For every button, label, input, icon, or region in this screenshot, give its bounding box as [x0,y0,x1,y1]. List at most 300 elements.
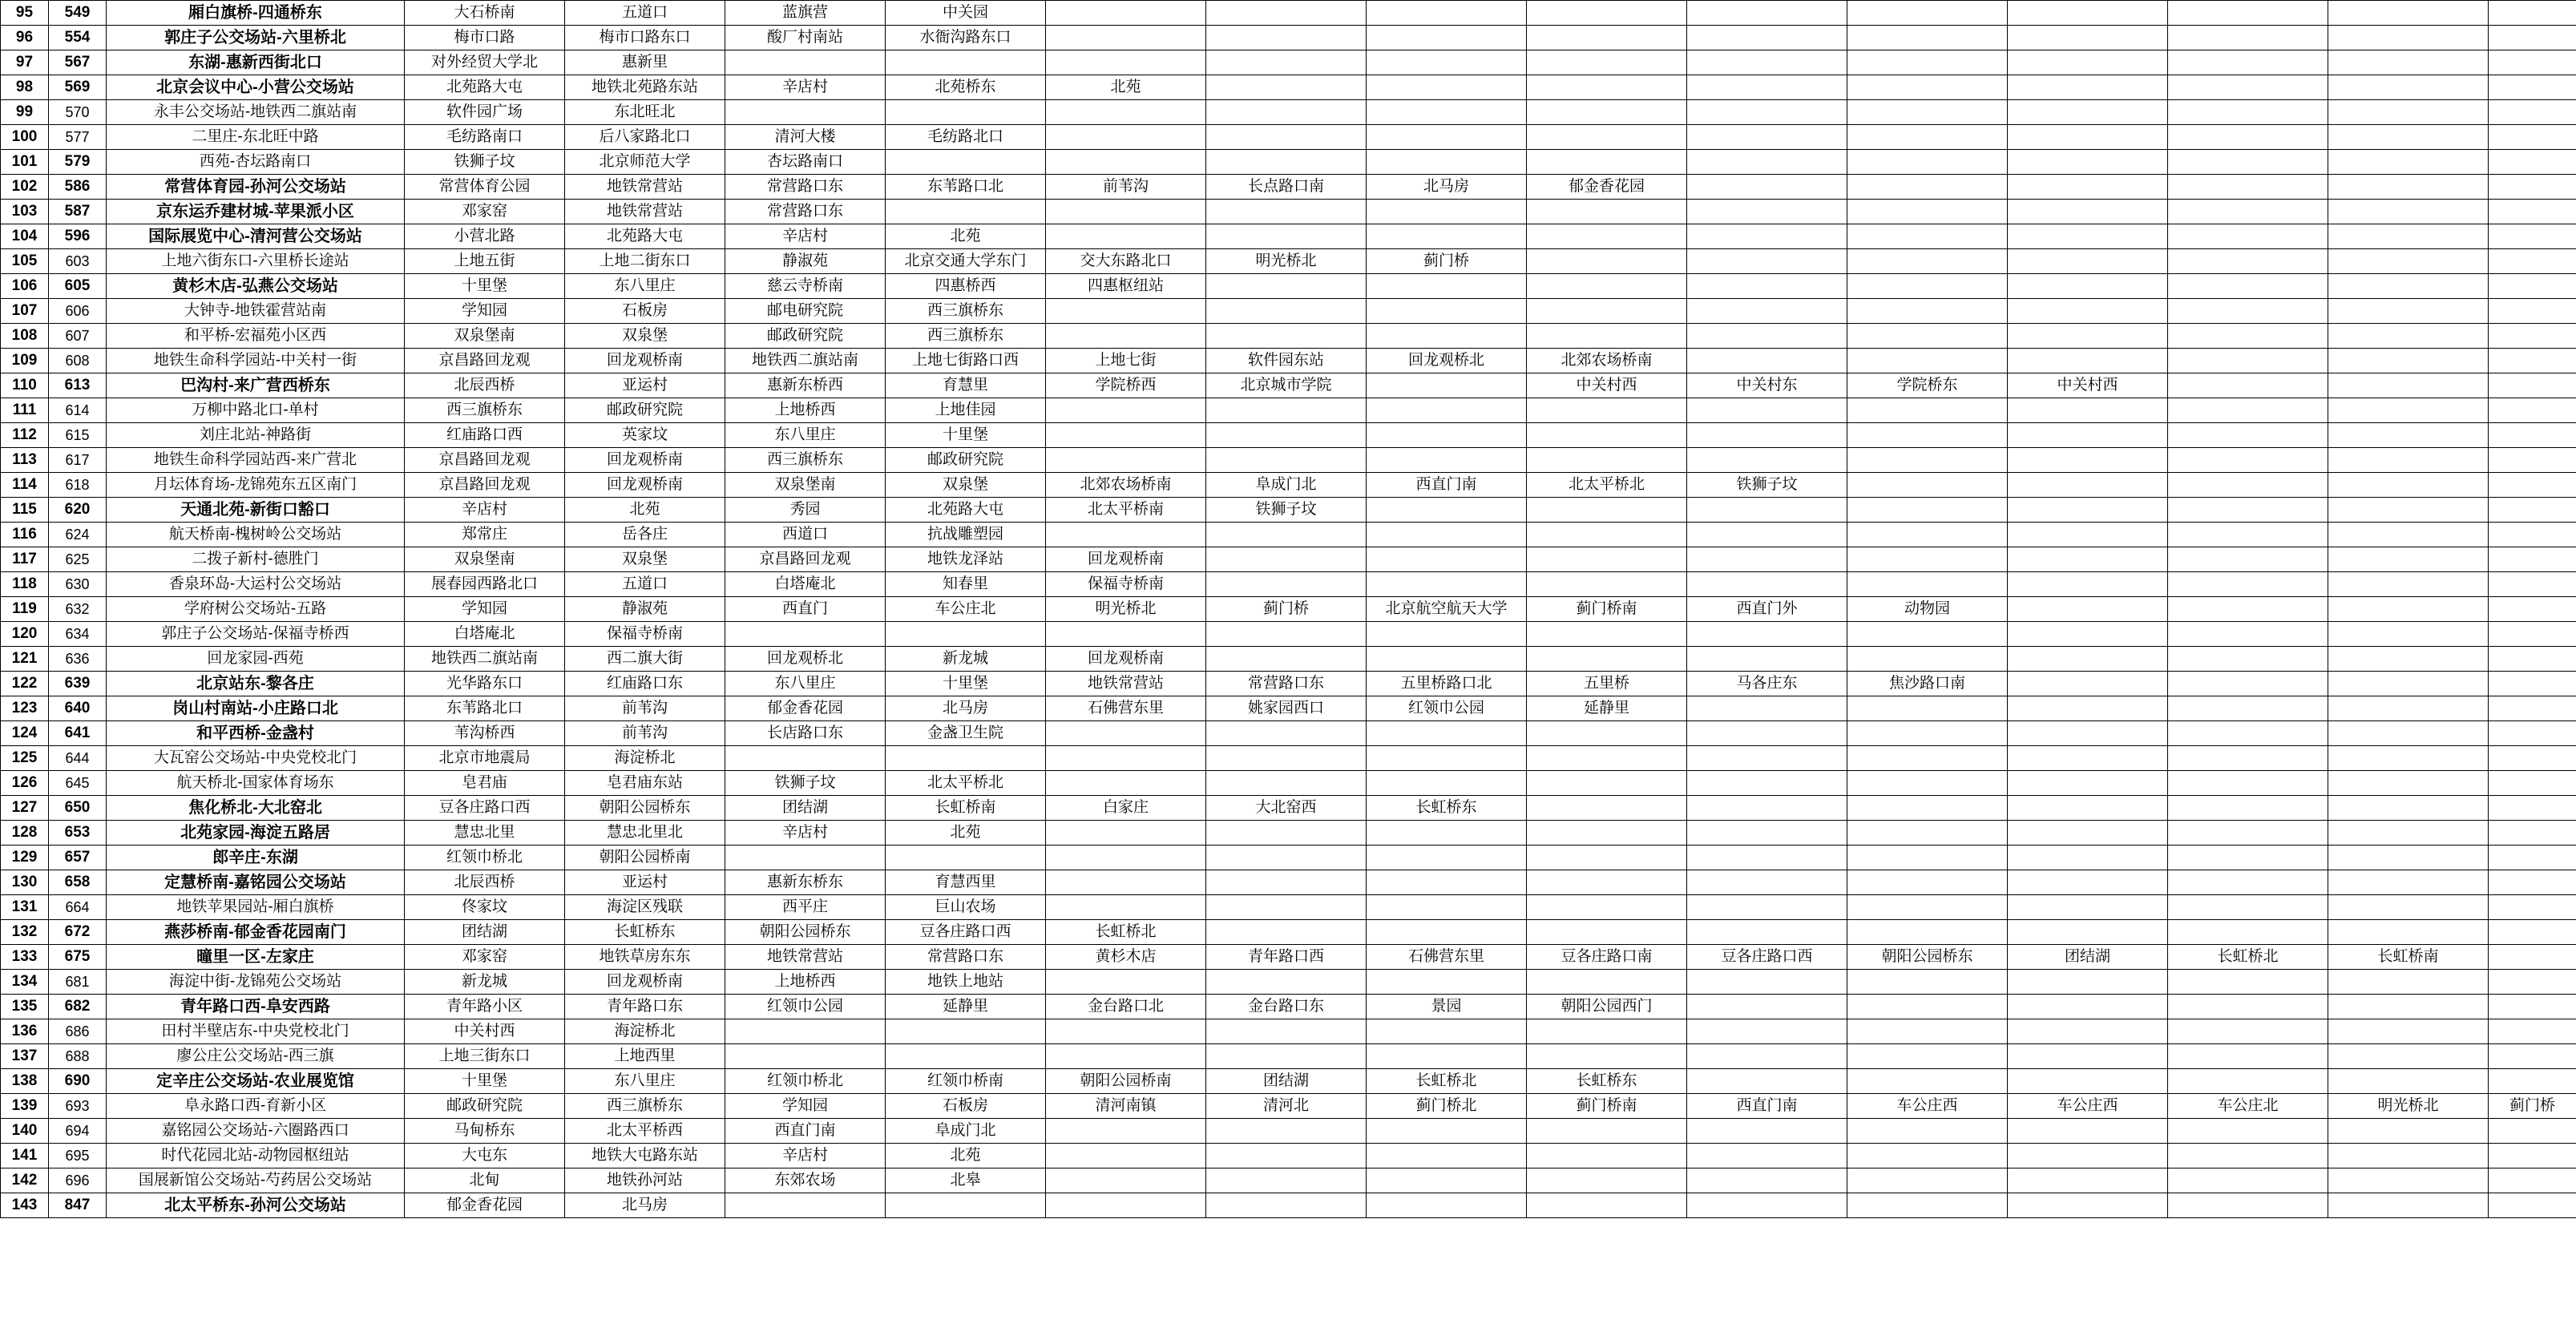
table-row[interactable] [1,1069,2576,1094]
stop-cell: 团结湖 [2008,945,2168,970]
route-name-cell: 巴沟村-来广营西桥东 [107,373,405,398]
stop-cell: 邓家窑 [405,945,565,970]
empty-cell [2008,622,2168,647]
empty-cell [1367,821,1527,846]
empty-cell [1687,796,1847,821]
table-row[interactable] [1,1119,2576,1144]
route-name-cell: 万柳中路北口-单村 [107,398,405,423]
route-code-cell: 587 [49,200,107,224]
empty-cell [2328,398,2489,423]
empty-cell [2489,125,2576,150]
stop-cell: 北太平桥北 [1527,473,1687,498]
empty-cell [1687,995,1847,1019]
stop-cell: 长虹桥北 [1367,1069,1527,1094]
stop-cell: 红领巾桥北 [725,1069,886,1094]
route-code-cell: 675 [49,945,107,970]
route-code-cell: 634 [49,622,107,647]
empty-cell [2489,1168,2576,1193]
stop-cell: 车公庄北 [886,597,1046,622]
empty-cell [2168,423,2328,448]
empty-cell [2328,150,2489,175]
empty-cell [2168,1144,2328,1168]
empty-cell [1847,771,2008,796]
empty-cell [2489,920,2576,945]
table-row[interactable] [1,349,2576,373]
route-name-cell: 北太平桥东-孙河公交场站 [107,1193,405,1218]
stop-cell: 西三旗桥东 [565,1094,725,1119]
empty-cell [2328,995,2489,1019]
stop-cell: 保福寺桥南 [565,622,725,647]
empty-cell [2008,796,2168,821]
route-name-cell: 大瓦窑公交场站-中央党校北门 [107,746,405,771]
empty-cell [1847,1119,2008,1144]
empty-cell [2008,672,2168,696]
stop-cell: 上地佳园 [886,398,1046,423]
empty-cell [2168,696,2328,721]
empty-cell [1046,1144,1206,1168]
stop-cell: 展春园西路北口 [405,572,565,597]
row-index-cell: 128 [1,821,49,846]
empty-cell [1687,746,1847,771]
row-index-cell: 110 [1,373,49,398]
empty-cell [1687,846,1847,870]
stop-cell: 团结湖 [405,920,565,945]
table-row[interactable] [1,995,2576,1019]
stop-cell: 知春里 [886,572,1046,597]
table-row[interactable] [1,473,2576,498]
stop-cell: 红领巾桥北 [405,846,565,870]
stop-cell: 回龙观桥南 [1046,647,1206,672]
empty-cell [2489,249,2576,274]
stop-cell: 北马房 [886,696,1046,721]
stop-cell: 西平庄 [725,895,886,920]
route-name-cell: 香泉环岛-大运村公交场站 [107,572,405,597]
empty-cell [1046,398,1206,423]
empty-cell [1367,1044,1527,1069]
empty-cell [2168,249,2328,274]
stop-cell: 红领巾公园 [725,995,886,1019]
empty-cell [2328,547,2489,572]
empty-cell [2168,50,2328,75]
table-row[interactable] [1,622,2576,647]
empty-cell [2008,696,2168,721]
stop-cell: 惠新东桥西 [725,373,886,398]
empty-cell [2168,498,2328,523]
empty-cell [2168,1,2328,26]
empty-cell [2168,746,2328,771]
table-row[interactable] [1,970,2576,995]
empty-cell [1206,970,1367,995]
table-row[interactable] [1,1094,2576,1119]
stop-cell: 地铁北苑路东站 [565,75,725,100]
stop-cell: 前苇沟 [1046,175,1206,200]
table-row[interactable] [1,224,2576,249]
empty-cell [1847,125,2008,150]
empty-cell [2328,696,2489,721]
table-row[interactable] [1,125,2576,150]
empty-cell [1367,1019,1527,1044]
stop-cell: 地铁常营站 [565,200,725,224]
empty-cell [1527,75,1687,100]
table-row[interactable] [1,870,2576,895]
table-row[interactable] [1,895,2576,920]
empty-cell [886,746,1046,771]
empty-cell [1847,821,2008,846]
stop-cell: 长虹桥北 [2168,945,2328,970]
route-code-cell: 686 [49,1019,107,1044]
table-row[interactable] [1,26,2576,50]
empty-cell [1687,398,1847,423]
stop-cell: 四惠桥西 [886,274,1046,299]
table-row[interactable] [1,696,2576,721]
table-row[interactable] [1,1,2576,26]
table-row[interactable] [1,324,2576,349]
stop-cell: 软件园广场 [405,100,565,125]
route-code-cell: 625 [49,547,107,572]
row-index-cell: 120 [1,622,49,647]
empty-cell [2168,870,2328,895]
empty-cell [1206,26,1367,50]
row-index-cell: 125 [1,746,49,771]
table-row[interactable] [1,50,2576,75]
row-index-cell: 113 [1,448,49,473]
stop-cell: 朝阳公园桥南 [1046,1069,1206,1094]
empty-cell [1527,746,1687,771]
empty-cell [2008,423,2168,448]
table-row[interactable] [1,448,2576,473]
empty-cell [1687,274,1847,299]
stop-cell: 保福寺桥南 [1046,572,1206,597]
empty-cell [1527,622,1687,647]
stop-cell: 回龙观桥南 [565,970,725,995]
empty-cell [1367,647,1527,672]
route-code-cell: 567 [49,50,107,75]
stop-cell: 惠新东桥东 [725,870,886,895]
row-index-cell: 142 [1,1168,49,1193]
empty-cell [2489,423,2576,448]
stop-cell: 西直门南 [725,1119,886,1144]
stop-cell: 景园 [1367,995,1527,1019]
stop-cell: 北苑路大屯 [405,75,565,100]
empty-cell [1687,249,1847,274]
table-row[interactable] [1,597,2576,622]
empty-cell [2168,349,2328,373]
table-row[interactable] [1,796,2576,821]
stop-cell: 地铁上地站 [886,970,1046,995]
empty-cell [2489,274,2576,299]
empty-cell [2008,274,2168,299]
empty-cell [2168,224,2328,249]
route-name-cell: 定辛庄公交场站-农业展览馆 [107,1069,405,1094]
table-row[interactable] [1,672,2576,696]
stop-cell: 邮电研究院 [725,299,886,324]
empty-cell [2168,721,2328,746]
empty-cell [2489,1044,2576,1069]
stop-cell: 北郊农场桥南 [1527,349,1687,373]
stop-cell: 蓟门桥 [1206,597,1367,622]
stop-cell: 育慧西里 [886,870,1046,895]
route-name-cell: 上地六街东口-六里桥长途站 [107,249,405,274]
empty-cell [2328,846,2489,870]
route-code-cell: 603 [49,249,107,274]
table-row[interactable] [1,721,2576,746]
table-row[interactable] [1,274,2576,299]
empty-cell [2008,100,2168,125]
stop-cell: 大石桥南 [405,1,565,26]
table-row[interactable] [1,200,2576,224]
empty-cell [2328,1044,2489,1069]
stop-cell: 东八里庄 [565,274,725,299]
stop-cell: 北京师范大学 [565,150,725,175]
route-name-cell: 海淀中街-龙锦苑公交场站 [107,970,405,995]
stop-cell: 梅市口路东口 [565,26,725,50]
empty-cell [1847,647,2008,672]
empty-cell [1367,746,1527,771]
table-row[interactable] [1,945,2576,970]
empty-cell [2328,200,2489,224]
table-row[interactable] [1,547,2576,572]
table-row[interactable] [1,523,2576,547]
stop-cell: 车公庄西 [1847,1094,2008,1119]
stop-cell: 地铁西二旗站南 [405,647,565,672]
row-index-cell: 102 [1,175,49,200]
row-index-cell: 131 [1,895,49,920]
empty-cell [2328,274,2489,299]
table-row[interactable] [1,821,2576,846]
empty-cell [1527,970,1687,995]
empty-cell [2328,970,2489,995]
route-code-cell: 617 [49,448,107,473]
empty-cell [886,1019,1046,1044]
stop-cell: 五里桥 [1527,672,1687,696]
route-name-cell: 二里庄-东北旺中路 [107,125,405,150]
empty-cell [2328,796,2489,821]
empty-cell [2008,150,2168,175]
empty-cell [1527,274,1687,299]
row-index-cell: 96 [1,26,49,50]
empty-cell [2008,895,2168,920]
empty-cell [2008,26,2168,50]
table-row[interactable] [1,398,2576,423]
empty-cell [2168,398,2328,423]
stop-cell: 长虹桥南 [2328,945,2489,970]
row-index-cell: 123 [1,696,49,721]
table-row[interactable] [1,1168,2576,1193]
empty-cell [2489,473,2576,498]
stop-cell: 金台路口东 [1206,995,1367,1019]
stop-cell: 皂君庙 [405,771,565,796]
stop-cell: 团结湖 [1206,1069,1367,1094]
empty-cell [2489,796,2576,821]
row-index-cell: 122 [1,672,49,696]
stop-cell: 姚家园西口 [1206,696,1367,721]
empty-cell [2168,771,2328,796]
route-name-cell: 国际展览中心-清河营公交场站 [107,224,405,249]
row-index-cell: 130 [1,870,49,895]
empty-cell [1367,324,1527,349]
stop-cell: 秀园 [725,498,886,523]
stop-cell: 白家庄 [1046,796,1206,821]
table-row[interactable] [1,572,2576,597]
stop-cell: 酸厂村南站 [725,26,886,50]
route-name-cell: 定慧桥南-嘉铭园公交场站 [107,870,405,895]
empty-cell [1687,523,1847,547]
route-code-cell: 632 [49,597,107,622]
stop-cell: 朝阳公园桥东 [1847,945,2008,970]
stop-cell: 青年路口东 [565,995,725,1019]
empty-cell [1046,721,1206,746]
empty-cell [2008,1044,2168,1069]
empty-cell [2328,324,2489,349]
table-row[interactable] [1,846,2576,870]
table-row[interactable] [1,746,2576,771]
stop-cell: 上地西里 [565,1044,725,1069]
stop-cell: 慧忠北里北 [565,821,725,846]
empty-cell [2008,995,2168,1019]
empty-cell [725,622,886,647]
stop-cell: 北太平桥南 [1046,498,1206,523]
empty-cell [1527,423,1687,448]
stop-cell: 清河大楼 [725,125,886,150]
route-name-cell: 黄杉木店-弘燕公交场站 [107,274,405,299]
empty-cell [1046,622,1206,647]
empty-cell [2328,622,2489,647]
empty-cell [2489,870,2576,895]
table-row[interactable] [1,771,2576,796]
row-index-cell: 105 [1,249,49,274]
empty-cell [725,1044,886,1069]
stop-cell: 蓟门桥 [2489,1094,2576,1119]
stop-cell: 上地二街东口 [565,249,725,274]
table-row[interactable] [1,920,2576,945]
empty-cell [2489,746,2576,771]
empty-cell [1847,274,2008,299]
row-index-cell: 137 [1,1044,49,1069]
empty-cell [1847,50,2008,75]
empty-cell [1206,846,1367,870]
empty-cell [1206,1119,1367,1144]
stop-cell: 郁金香花园 [725,696,886,721]
table-row[interactable] [1,1193,2576,1218]
table-row[interactable] [1,100,2576,125]
stop-cell: 佟家坟 [405,895,565,920]
route-code-cell: 549 [49,1,107,26]
empty-cell [2008,200,2168,224]
stop-cell: 蓟门桥北 [1367,1094,1527,1119]
table-row[interactable] [1,1044,2576,1069]
empty-cell [1847,349,2008,373]
empty-cell [1206,523,1367,547]
table-row[interactable] [1,373,2576,398]
stop-cell: 蓝旗营 [725,1,886,26]
table-row[interactable] [1,175,2576,200]
stop-cell: 学院桥东 [1847,373,2008,398]
empty-cell [1687,175,1847,200]
row-index-cell: 109 [1,349,49,373]
empty-cell [2328,50,2489,75]
table-row[interactable] [1,299,2576,324]
empty-cell [2489,50,2576,75]
empty-cell [1527,125,1687,150]
route-code-cell: 586 [49,175,107,200]
empty-cell [1527,1019,1687,1044]
table-row[interactable] [1,1019,2576,1044]
stop-cell: 杏坛路南口 [725,150,886,175]
empty-cell [2489,523,2576,547]
empty-cell [1527,846,1687,870]
stop-cell: 邓家窑 [405,200,565,224]
empty-cell [2489,75,2576,100]
table-row[interactable] [1,150,2576,175]
empty-cell [2489,995,2576,1019]
route-code-cell: 693 [49,1094,107,1119]
route-name-cell: 学府树公交场站-五路 [107,597,405,622]
empty-cell [1687,299,1847,324]
table-row[interactable] [1,498,2576,523]
empty-cell [2489,721,2576,746]
stop-cell: 长虹桥东 [1527,1069,1687,1094]
row-index-cell: 118 [1,572,49,597]
route-code-cell: 688 [49,1044,107,1069]
stop-cell: 北苑路大屯 [565,224,725,249]
stop-cell: 双泉堡南 [725,473,886,498]
empty-cell [886,150,1046,175]
empty-cell [1206,721,1367,746]
stop-cell: 红庙路口东 [565,672,725,696]
stop-cell: 回龙观桥南 [565,473,725,498]
empty-cell [2328,349,2489,373]
table-row[interactable] [1,249,2576,274]
table-row[interactable] [1,647,2576,672]
row-index-cell: 115 [1,498,49,523]
empty-cell [1206,423,1367,448]
empty-cell [2168,920,2328,945]
empty-cell [1527,100,1687,125]
empty-cell [1046,895,1206,920]
empty-cell [1527,26,1687,50]
row-index-cell: 101 [1,150,49,175]
empty-cell [1687,26,1847,50]
empty-cell [1046,324,1206,349]
stop-cell: 明光桥北 [2328,1094,2489,1119]
route-code-cell: 620 [49,498,107,523]
table-row[interactable] [1,1144,2576,1168]
empty-cell [1046,100,1206,125]
row-index-cell: 119 [1,597,49,622]
route-code-cell: 847 [49,1193,107,1218]
stop-cell: 亚运村 [565,870,725,895]
stop-cell: 毛纺路北口 [886,125,1046,150]
stop-cell: 交大东路北口 [1046,249,1206,274]
empty-cell [1046,299,1206,324]
stop-cell: 白塔庵北 [725,572,886,597]
empty-cell [2008,970,2168,995]
stop-cell: 英家坟 [565,423,725,448]
empty-cell [2008,1069,2168,1094]
stop-cell: 回龙观桥北 [725,647,886,672]
empty-cell [2489,1,2576,26]
empty-cell [2489,970,2576,995]
empty-cell [1367,75,1527,100]
table-row[interactable] [1,75,2576,100]
empty-cell [1847,498,2008,523]
table-row[interactable] [1,423,2576,448]
stop-cell: 北京城市学院 [1206,373,1367,398]
empty-cell [1847,970,2008,995]
empty-cell [2328,125,2489,150]
empty-cell [1367,1193,1527,1218]
empty-cell [2489,299,2576,324]
